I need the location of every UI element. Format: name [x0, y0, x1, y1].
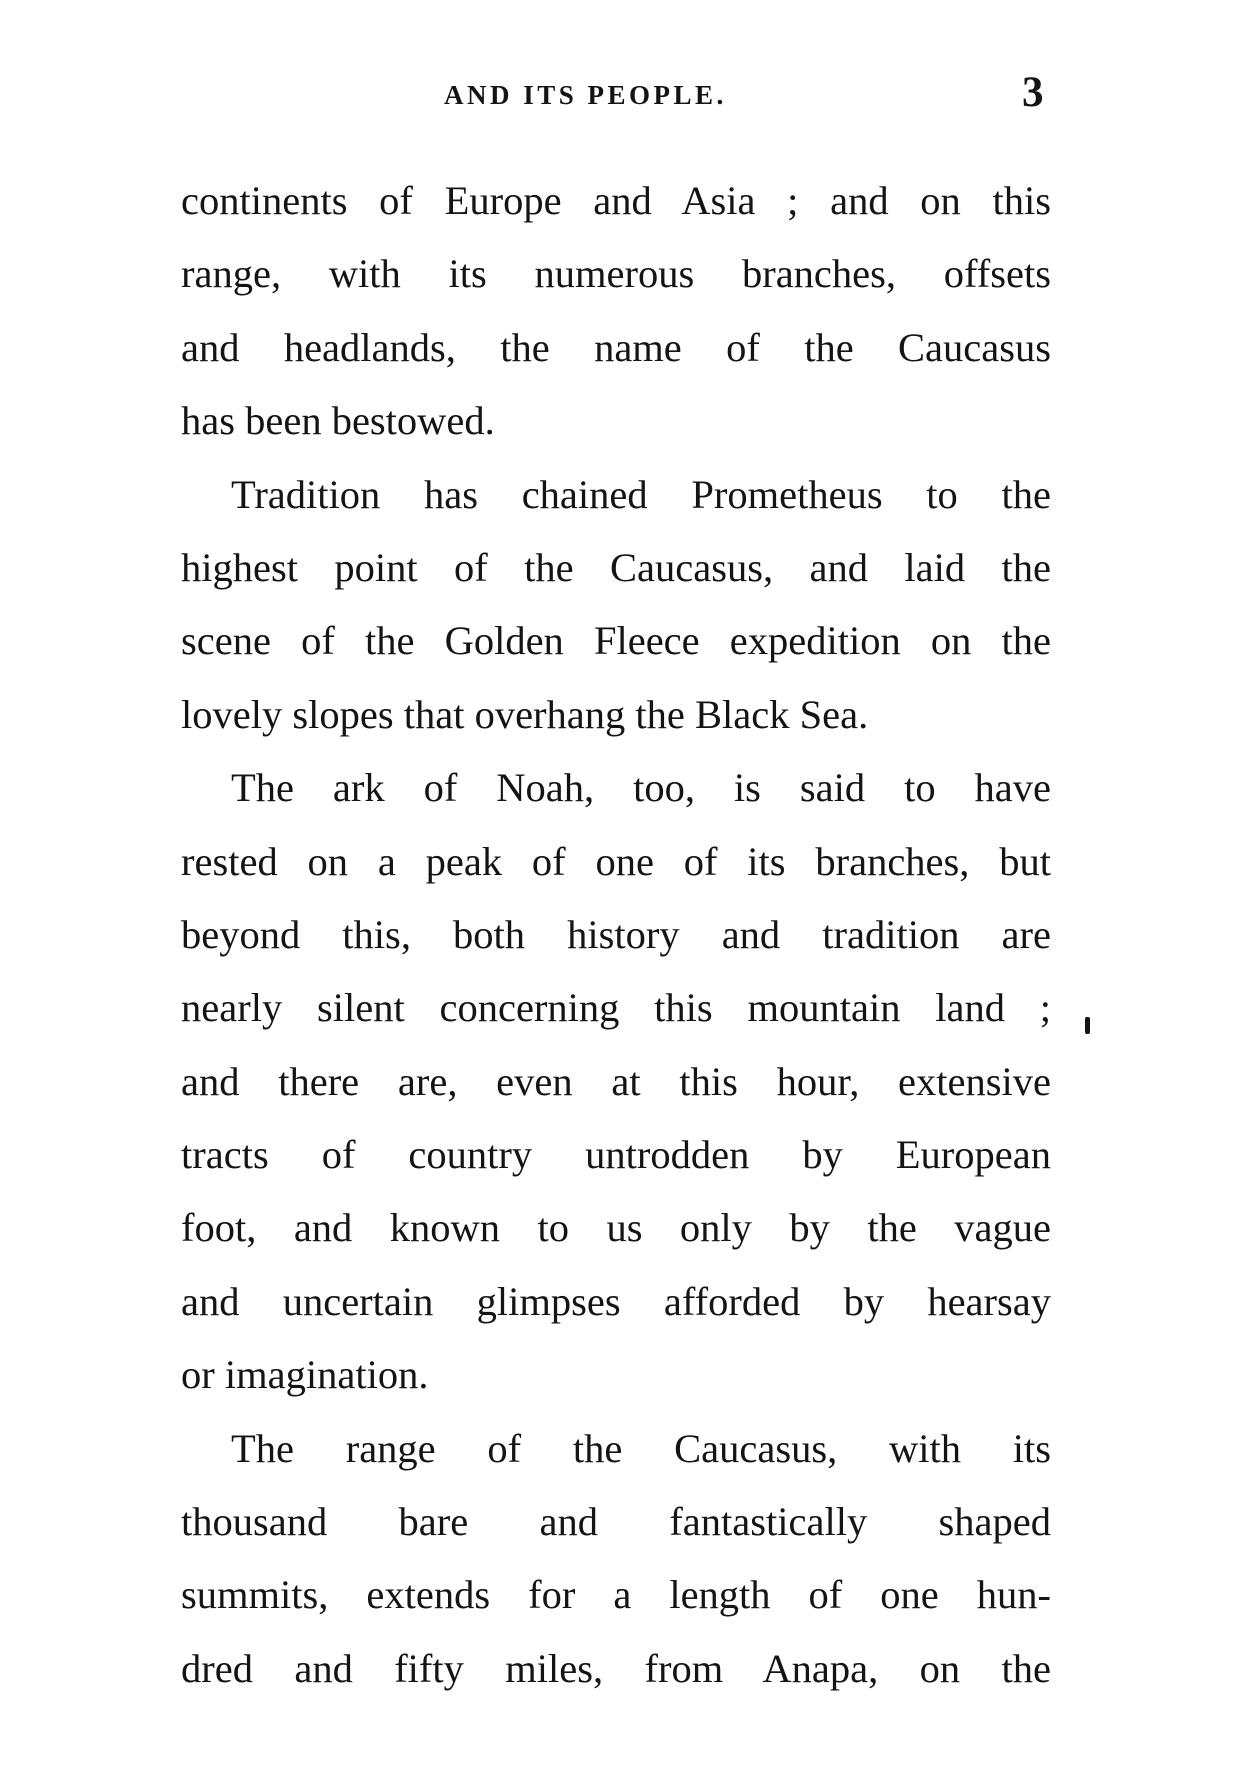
text-line: or imagination. [181, 1352, 429, 1398]
text-line: tracts of country untrodden by European [181, 1132, 1051, 1178]
text-line: scene of the Golden Fleece expedition on the [181, 618, 1051, 664]
running-head: AND ITS PEOPLE. [444, 80, 727, 110]
text-line: summits, extends for a length of one hun- [181, 1572, 1051, 1618]
text-line: and uncertain glimpses afforded by hearsay [181, 1278, 1051, 1324]
text-line: has been bestowed. [181, 398, 495, 444]
text-line: The range of the Caucasus, with its [231, 1425, 1051, 1471]
text-line: lovely slopes that overhang the Black Sea. [181, 691, 869, 737]
text-line: nearly silent concerning this mountain land ; [181, 985, 1051, 1031]
ink-speck-mark [1085, 1017, 1090, 1034]
text-line: highest point of the Caucasus, and laid the [181, 544, 1051, 590]
page-number: 3 [1022, 69, 1044, 116]
body-text [181, 164, 1051, 1705]
paragraph-3 [181, 751, 1051, 1412]
paragraph-2 [181, 458, 1051, 752]
text-line: rested on a peak of one of its branches, but [181, 838, 1051, 884]
text-line: continents of Europe and Asia ; and on this [181, 178, 1051, 223]
text-line: beyond this, both history and tradition are [181, 911, 1051, 957]
text-line: and there are, even at this hour, extensive [181, 1058, 1051, 1104]
text-line: The ark of Noah, too, is said to have [231, 765, 1051, 811]
text-line: foot, and known to us only by the vague [181, 1205, 1051, 1251]
text-line: thousand bare and fantastically shaped [181, 1499, 1051, 1545]
text-line: Tradition has chained Prometheus to the [231, 471, 1051, 517]
paragraph-4 [181, 1412, 1051, 1706]
text-line: range, with its numerous branches, offsets [181, 251, 1051, 297]
paragraph-1 [181, 164, 1051, 458]
text-line: dred and fifty miles, from Anapa, on the [181, 1645, 1051, 1691]
text-line: and headlands, the name of the Caucasus [181, 324, 1051, 370]
